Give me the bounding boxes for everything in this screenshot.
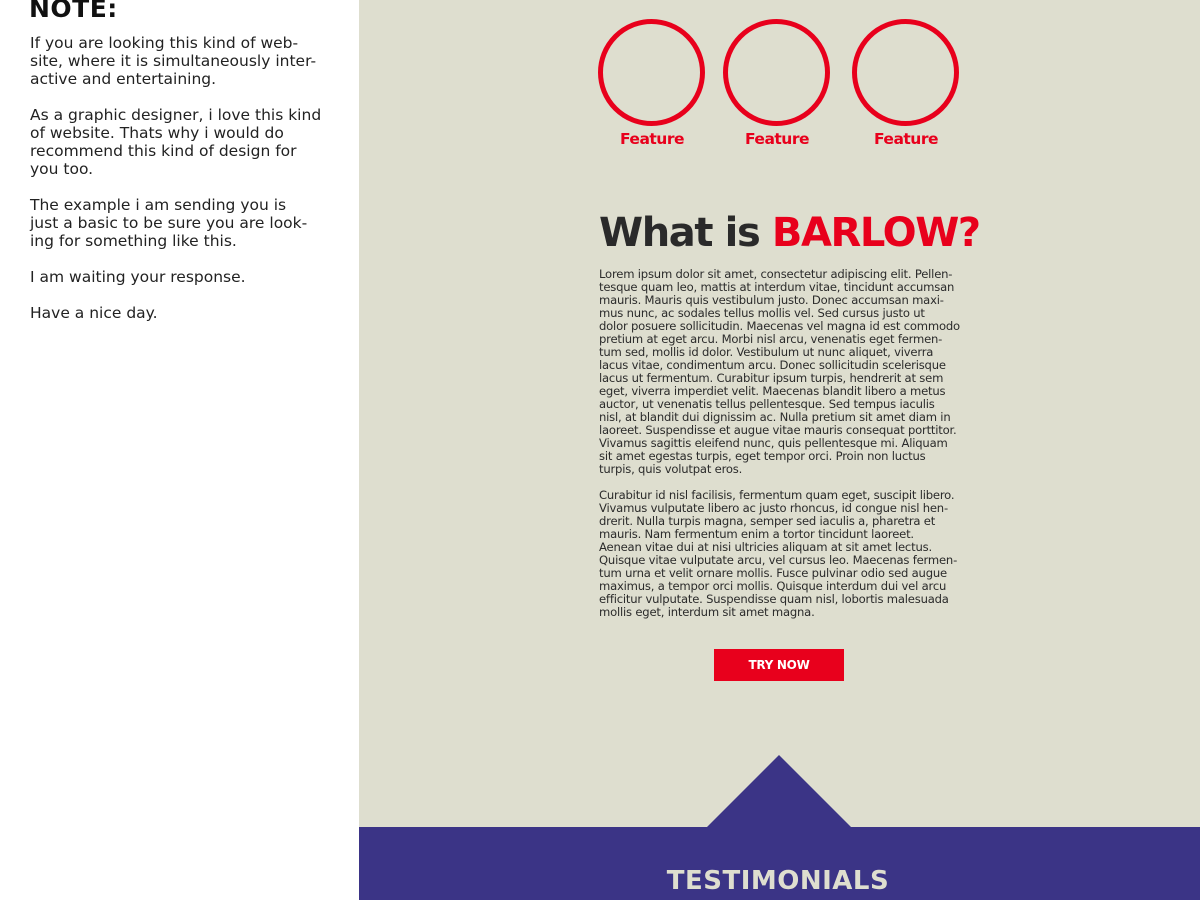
features-row [598, 19, 960, 159]
feature-label: Feature [744, 130, 810, 148]
body-paragraph: Lorem ipsum dolor sit amet, consectetur adipiscing elit. Pellen- tesque quam leo, mattis at interdum vitae, tincidunt accumsan mauris. Mauris quis vestibulum justo. Donec accumsan maxi- mus nunc, ac sodales tellus mollis vel. Sed cursus justo ut dolor posuere sollicitudin. Maecenas vel magna id est commodo pretium at eget arcu. Morbi nisl arcu, venenatis eget fermen- tum sed, mollis id dolor. Vestibulum ut nunc aliquet, viverra lacus vitae, condimentum arcu. Donec sollicitudin scelerisque lacus ut fermentum. Curabitur ipsum turpis, hendrerit at sem eget, viverra imperdiet velit. Maecenas blandit libero a metus auctor, ut venenatis tellus pellentesque. Sed tempus iaculis nisl, at blandit dui dignissim ac. Nulla pretium sit amet diam in laoreet. Suspendisse et augue vitae mauris consequat porttitor. Vivamus sagittis eleifend nunc, quis pellentesque mi. Aliquam sit amet egestas turpis, eget tempor orci. Proin non luctus turpis, quis volutpat eros. [599, 267, 960, 476]
feature-item[interactable] [852, 19, 960, 148]
headline-accent: BARLOW? [771, 210, 980, 256]
body-paragraph: Curabitur id nisl facilisis, fermentum quam eget, suscipit libero. Vivamus vulputate libero ac justo rhoncus, id congue nisl hen- drerit. Nulla turpis magna, semper sed iaculis a, pharetra et mauris. Nam fermentum enim a tortor tincidunt laoreet. Aenean vitae dui at nisi ultricies aliquam at sit amet lectus. Quisque vitae vulputate arcu, vel cursus leo. Maecenas fermen- tum urna et velit ornare mollis. Fusce pulvinar odio sed augue maximus, a tempor orci mollis. Quisque interdum dui vel arcu efficitur vulputate. Suspendisse quam nisl, lobortis malesuada mollis eget, interdum sit amet magna. [599, 488, 958, 619]
feature-circle-icon [598, 19, 705, 126]
note-paragraph: The example i am sending you is just a basic to be sure you are look- ing for something like this. [30, 196, 308, 250]
feature-item[interactable] [723, 19, 831, 148]
section-headline [599, 206, 980, 260]
note-body [30, 34, 330, 340]
feature-label: Feature [873, 130, 939, 148]
feature-item[interactable] [598, 19, 706, 148]
testimonials-title: TESTIMONIALS [666, 866, 890, 896]
try-now-button[interactable]: TRY NOW [714, 649, 844, 681]
note-paragraph: I am waiting your response. [30, 268, 246, 286]
section-divider-triangle [706, 755, 852, 828]
note-title: NOTE: [29, 0, 118, 23]
body-text [599, 268, 961, 632]
note-paragraph: Have a nice day. [30, 304, 158, 322]
feature-circle-icon [852, 19, 959, 126]
feature-circle-icon [723, 19, 830, 126]
note-paragraph: As a graphic designer, i love this kind of website. Thats why i would do recommend this kind of design for you too. [30, 106, 322, 178]
headline-prefix: What is [599, 210, 772, 256]
feature-label: Feature [619, 130, 685, 148]
note-paragraph: If you are looking this kind of web- site, where it is simultaneously inter- active and entertaining. [30, 34, 317, 88]
website-mockup [359, 0, 1200, 900]
note-panel [0, 0, 359, 900]
